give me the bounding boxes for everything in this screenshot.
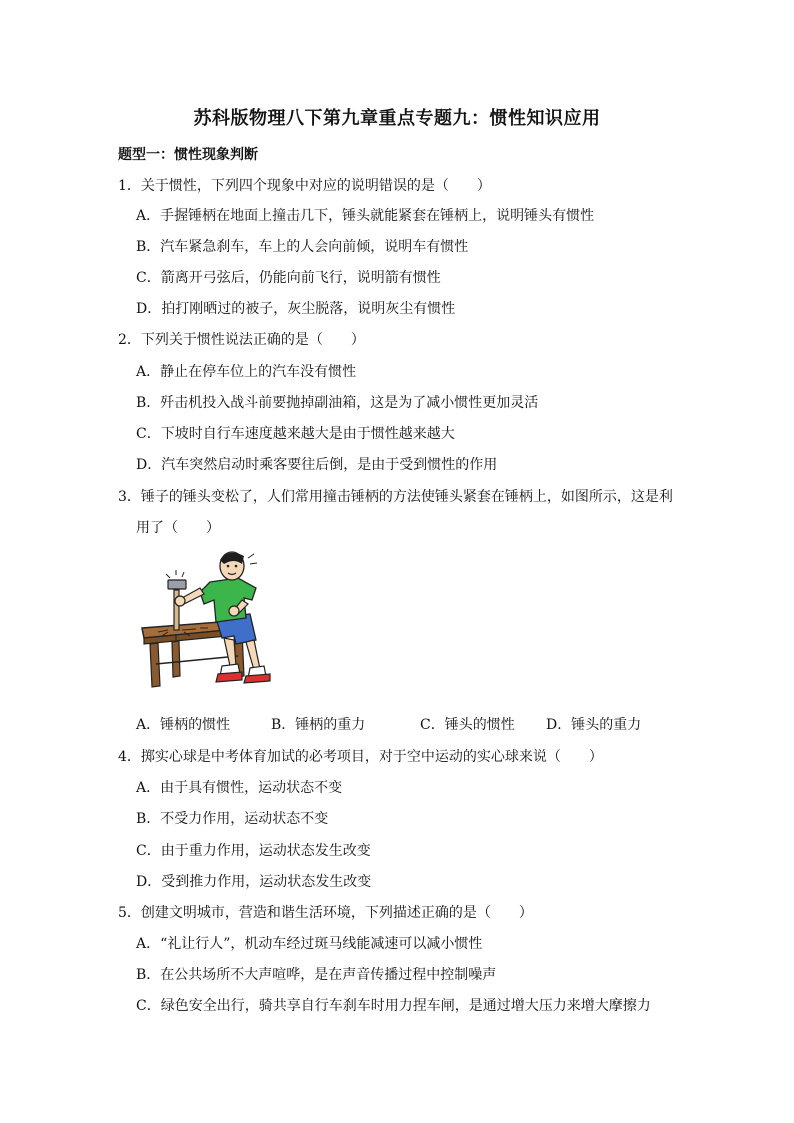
section-heading: 题型一：惯性现象判断 <box>118 147 258 163</box>
question-4-option-c[interactable]: C．由于重力作用，运动状态发生改变 <box>136 843 371 859</box>
boy-figure-icon <box>175 552 270 683</box>
page-title: 苏科版物理八下第九章重点专题九：惯性知识应用 <box>193 108 601 129</box>
question-1-option-a[interactable]: A．手握锤柄在地面上撞击几下，锤头就能紧套在锤柄上，说明锤头有惯性 <box>136 208 595 224</box>
question-2-option-b[interactable]: B．歼击机投入战斗前要抛掉副油箱，这是为了减小惯性更加灵活 <box>136 395 539 411</box>
question-4-option-b[interactable]: B．不受力作用，运动状态不变 <box>136 811 329 827</box>
question-3-stem-line1: 3．锤子的锤头变松了，人们常用撞击锤柄的方法使锤头紧套在锤柄上，如图所示，这是利 <box>118 489 673 505</box>
question-3-option-c[interactable]: C．锤头的惯性 <box>420 717 515 733</box>
question-2-option-a[interactable]: A．静止在停车位上的汽车没有惯性 <box>136 364 357 380</box>
question-3-option-b[interactable]: B．锤柄的重力 <box>271 717 366 733</box>
question-1-stem: 1．关于惯性，下列四个现象中对应的说明错误的是（ ） <box>118 178 491 194</box>
question-2-option-d[interactable]: D．汽车突然启动时乘客要往后倒，是由于受到惯性的作用 <box>136 457 498 473</box>
question-5-option-b[interactable]: B．在公共场所不大声喧哗，是在声音传播过程中控制噪声 <box>136 967 497 983</box>
hammer-bench-illustration <box>138 548 290 696</box>
question-3-option-a[interactable]: A．锤柄的惯性 <box>136 717 231 733</box>
question-1-option-c[interactable]: C．箭离开弓弦后，仍能向前飞行，说明箭有惯性 <box>136 270 441 286</box>
question-5-option-a[interactable]: A．“礼让行人”，机动车经过斑马线能减速可以减小惯性 <box>136 936 483 952</box>
question-3-stem-line2: 用了（ ） <box>136 520 220 536</box>
question-1-option-d[interactable]: D．拍打刚晒过的被子，灰尘脱落，说明灰尘有惯性 <box>136 301 456 317</box>
question-4-option-d[interactable]: D．受到推力作用，运动状态发生改变 <box>136 874 372 890</box>
question-2-stem: 2．下列关于惯性说法正确的是（ ） <box>118 332 365 348</box>
question-4-stem: 4．掷实心球是中考体育加试的必考项目，对于空中运动的实心球来说（ ） <box>118 749 603 765</box>
question-2-option-c[interactable]: C．下坡时自行车速度越来越大是由于惯性越来越大 <box>136 426 455 442</box>
question-5-stem: 5．创建文明城市，营造和谐生活环境，下列描述正确的是（ ） <box>118 905 533 921</box>
question-1-option-b[interactable]: B．汽车紧急刹车，车上的人会向前倾，说明车有惯性 <box>136 239 469 255</box>
question-5-option-c[interactable]: C．绿色安全出行，骑共享自行车刹车时用力捏车闸，是通过增大压力来增大摩擦力 <box>136 998 651 1014</box>
question-4-option-a[interactable]: A．由于具有惯性，运动状态不变 <box>136 780 343 796</box>
question-3-option-d[interactable]: D．锤头的重力 <box>546 717 642 733</box>
question-3-options <box>136 715 696 735</box>
